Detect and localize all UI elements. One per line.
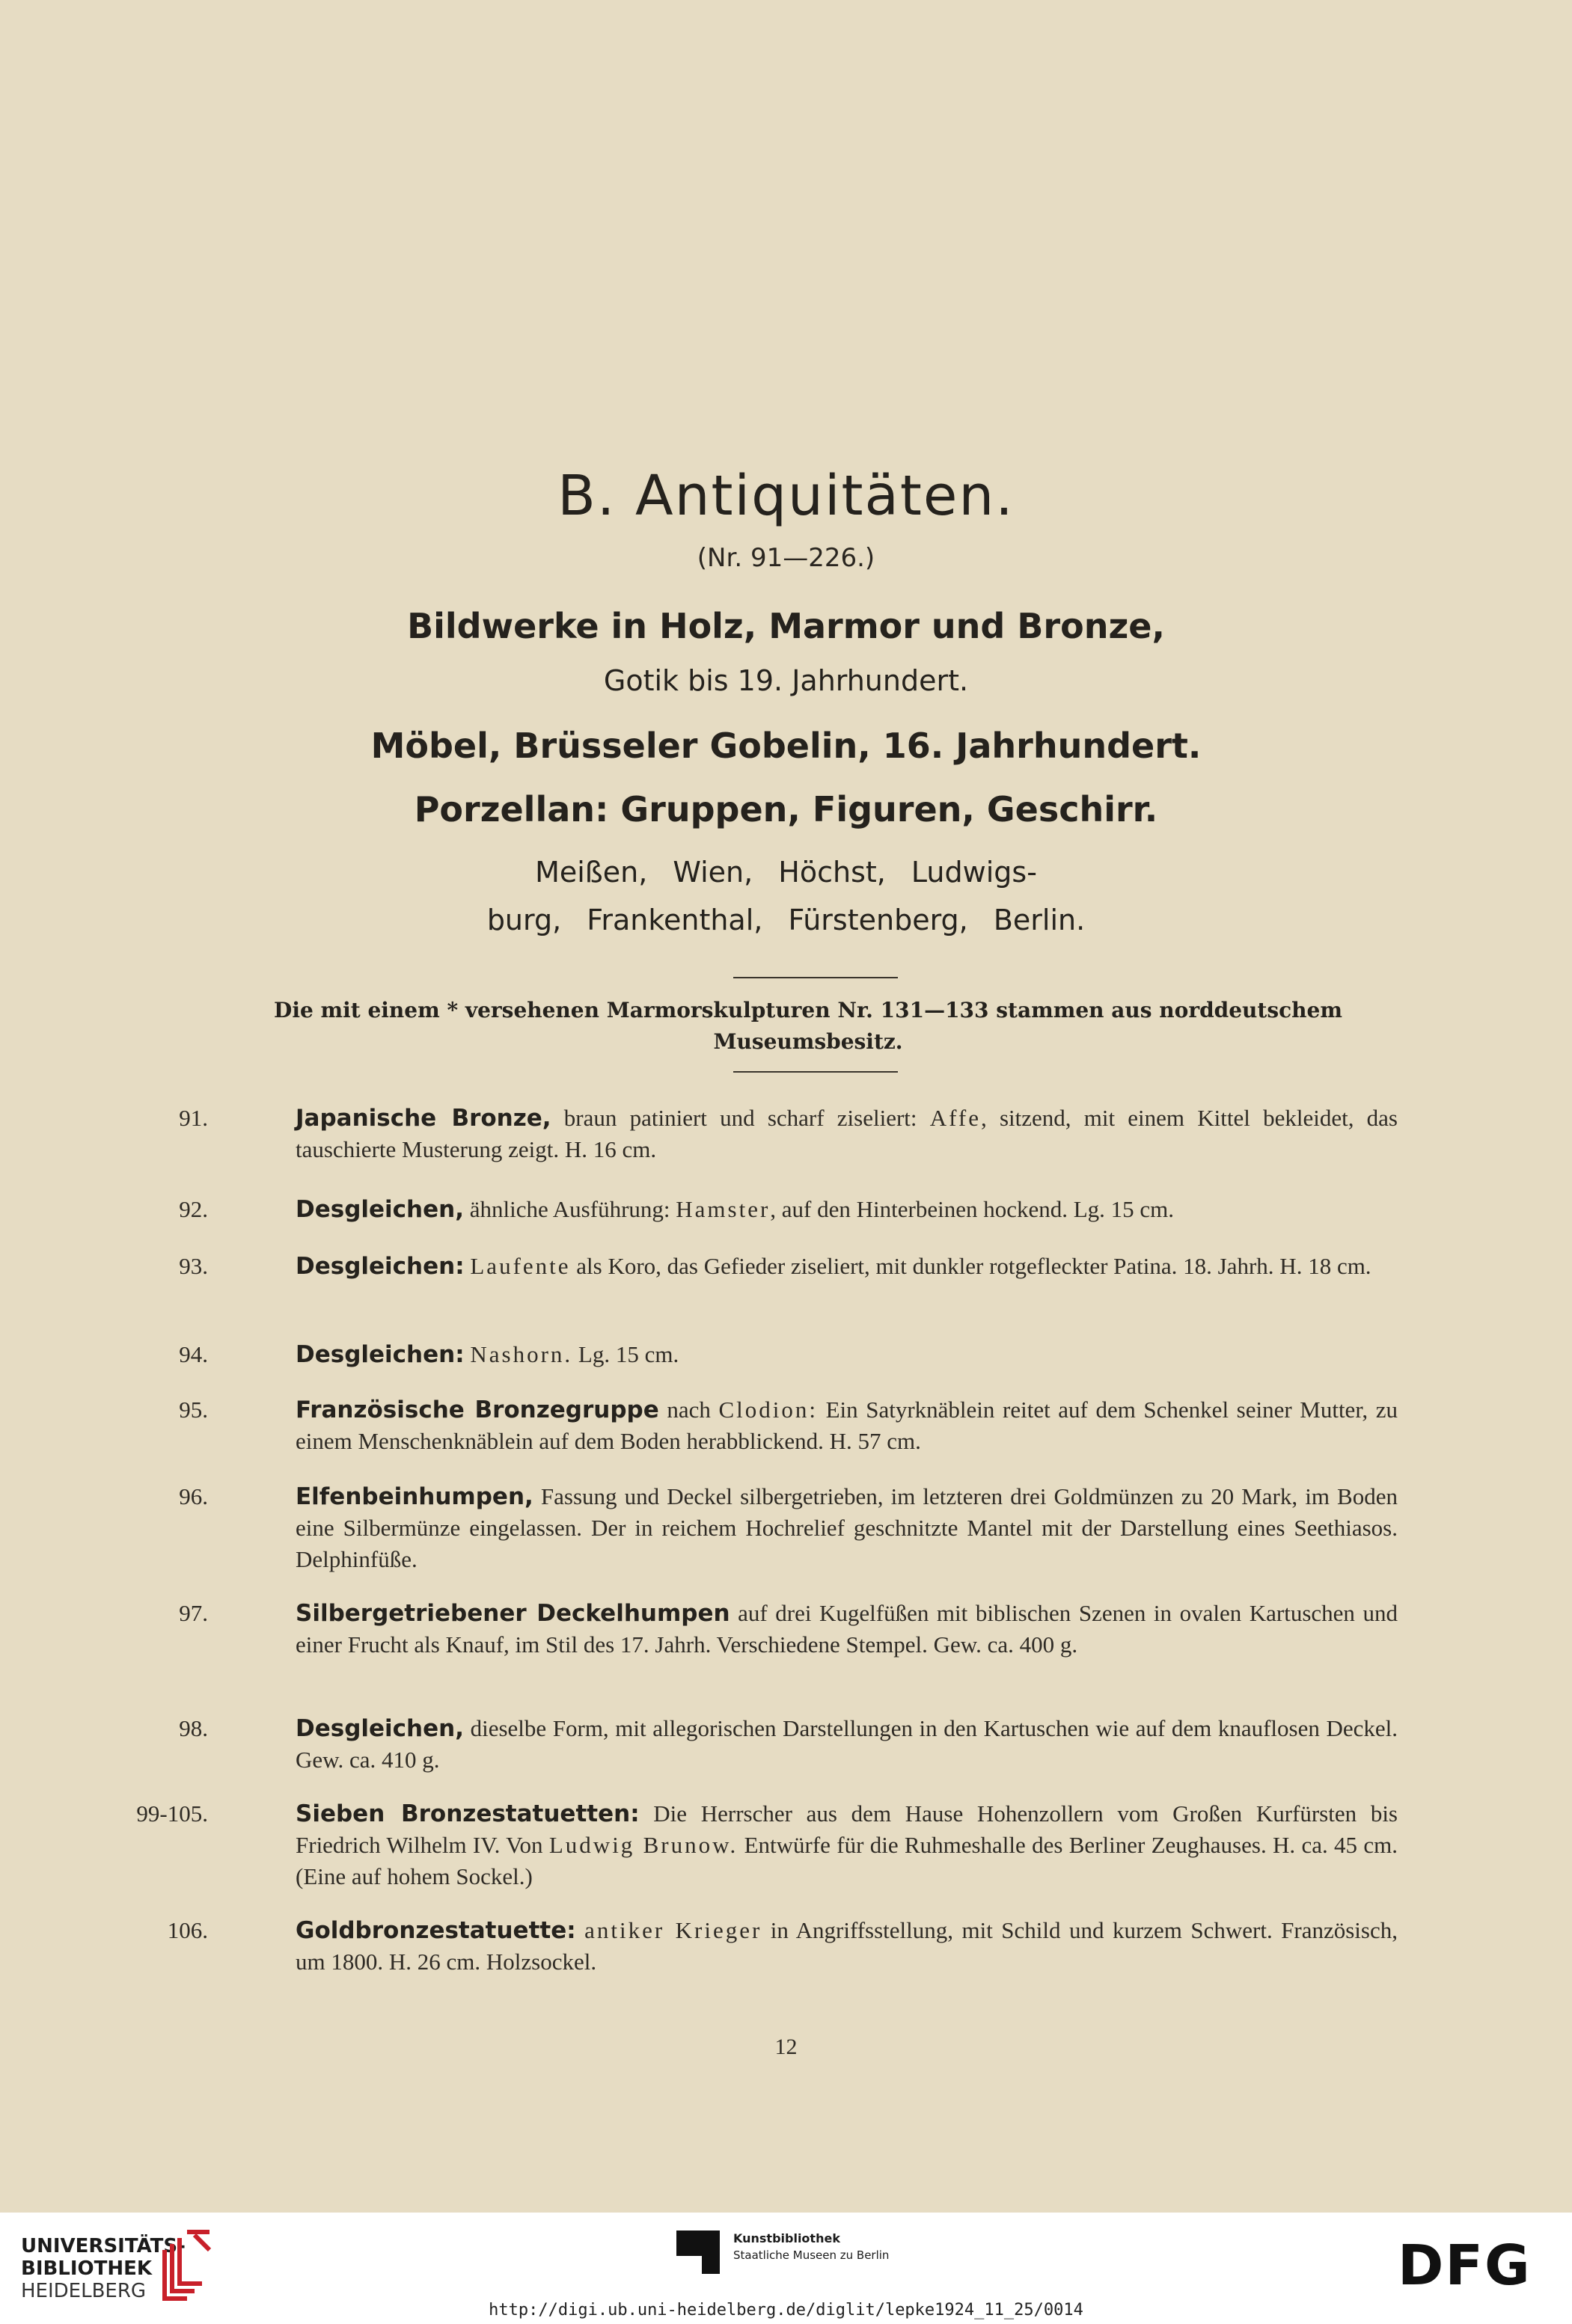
entry-desc-rest: , sitzend, mit einem Kittel bekleidet, das tauschierte Musterung zeigt. H. 16 cm.	[296, 1105, 1398, 1162]
entry-spaced: Clodion:	[718, 1396, 818, 1423]
entry-number: 93.	[179, 1253, 208, 1279]
entry-number: 94.	[179, 1341, 208, 1367]
entry-text	[217, 1251, 1398, 1282]
entry-desc-rest: Ein Satyrknäblein reitet auf dem Schenkel seiner Mutter, zu einem Menschenknäblein auf dem Boden herabblickend. H. 57 cm.	[296, 1396, 1398, 1454]
entry-number: 106.	[167, 1917, 208, 1943]
entry-text	[217, 1798, 1398, 1892]
kb-line-1: Kunstbibliothek	[733, 2231, 840, 2245]
entry-desc: dieselbe Form, mit allegorischen Darstellungen in den Kartuschen wie auf dem knauflosen Deckel. Gew. ca. 410 g.	[296, 1715, 1398, 1773]
kb-line-2: Staatliche Museen zu Berlin	[733, 2248, 890, 2262]
section-title: B. Antiquitäten.	[557, 464, 1015, 528]
entry-spaced: Affe	[929, 1105, 981, 1131]
entry-desc: nach	[658, 1396, 719, 1423]
provenance-note: Die mit einem * versehenen Marmorskulpturen Nr. 131—133 stammen aus norddeutschem Museumsbesitz.	[274, 998, 1342, 1054]
entry-text	[217, 1713, 1398, 1776]
entry-spaced: Ludwig Brunow.	[548, 1832, 738, 1858]
places-line-2: burg, Frankenthal, Fürstenberg, Berlin.	[486, 904, 1086, 936]
entry-number: 99-105.	[136, 1800, 208, 1827]
ub-heidelberg-logo-icon[interactable]	[157, 2228, 217, 2302]
catalog-entry	[136, 1798, 1398, 1892]
entry-desc: ähnliche Ausführung:	[464, 1196, 676, 1222]
kunstbibliothek-wordmark[interactable]	[733, 2231, 889, 2263]
entry-lead: Desgleichen:	[296, 1341, 465, 1368]
section-range: (Nr. 91—226.)	[697, 543, 875, 573]
entry-text	[217, 1339, 1398, 1370]
entry-spaced: Hamster	[676, 1196, 771, 1222]
catalog-entry	[179, 1394, 1398, 1457]
entry-lead: Desgleichen:	[296, 1253, 465, 1280]
entry-spaced: antiker Krieger	[584, 1917, 762, 1943]
entry-desc-rest: Lg. 15 cm.	[572, 1341, 679, 1367]
heading-furniture: Möbel, Brüsseler Gobelin, 16. Jahrhundert.	[370, 726, 1202, 766]
catalog-entry	[179, 1103, 1398, 1165]
catalog-entry	[179, 1481, 1398, 1575]
divider-top	[733, 977, 898, 978]
dfg-logo[interactable]: DFG	[1398, 2233, 1532, 2298]
entry-text	[217, 1194, 1398, 1225]
catalog-entry	[179, 1194, 1398, 1225]
entry-desc: braun patiniert und scharf ziseliert:	[551, 1105, 930, 1131]
places-line-1: Meißen, Wien, Höchst, Ludwigs-	[535, 856, 1037, 889]
catalog-entry	[179, 1598, 1398, 1661]
entry-number: 98.	[179, 1715, 208, 1741]
page-number: 12	[774, 2035, 798, 2059]
kunstbibliothek-logo-icon[interactable]	[672, 2226, 724, 2278]
subheading-period: Gotik bis 19. Jahrhundert.	[603, 664, 969, 697]
heading-sculptures: Bildwerke in Holz, Marmor und Bronze,	[407, 606, 1165, 646]
catalog-entry	[179, 1251, 1398, 1282]
entry-number: 91.	[179, 1105, 208, 1131]
entry-text	[217, 1394, 1398, 1457]
entry-desc: auf drei Kugelfüßen mit biblischen Szenen in ovalen Kartuschen und einer Frucht als Knauf, im Stil des 17. Jahrh. Verschiedene Stempel. Gew. ca. 400 g.	[296, 1600, 1398, 1658]
entry-desc-rest: als Koro, das Gefieder ziseliert, mit dunkler rotgefleckter Patina. 18. Jahrh. H. 18 cm.	[570, 1253, 1371, 1279]
catalog-entry	[167, 1915, 1398, 1978]
entry-desc: Die Herrscher aus dem Hause Hohenzollern vom Großen Kurfürsten bis Friedrich Wilhelm IV. Von	[296, 1800, 1398, 1858]
heading-porcelain: Porzellan: Gruppen, Figuren, Geschirr.	[414, 789, 1158, 830]
entry-desc-rest: Entwürfe für die Ruhmeshalle des Berliner Zeughauses. H. ca. 45 cm. (Eine auf hohem Sockel.)	[296, 1832, 1398, 1889]
entry-desc-rest: , auf den Hinterbeinen hockend. Lg. 15 cm.	[770, 1196, 1175, 1222]
entry-lead: Elfenbeinhumpen,	[296, 1483, 533, 1510]
entry-text	[217, 1481, 1398, 1575]
entry-lead: Silbergetriebener Deckelhumpen	[296, 1600, 730, 1627]
entry-number: 97.	[179, 1600, 208, 1626]
entry-desc-rest: in Angriffsstellung, mit Schild und kurzem Schwert. Französisch, um 1800. H. 26 cm. Holzsockel.	[296, 1917, 1398, 1975]
digitization-footer	[0, 2213, 1572, 2324]
entry-text	[217, 1915, 1398, 1978]
entry-desc	[576, 1917, 584, 1943]
entry-lead: Japanische Bronze,	[296, 1105, 551, 1132]
divider-bottom	[733, 1071, 898, 1073]
ub-line-1: UNIVERSITÄTS-	[21, 2235, 186, 2257]
catalog-entry	[179, 1339, 1398, 1370]
entry-spaced: Laufente	[470, 1253, 571, 1279]
entry-lead: Französische Bronzegruppe	[296, 1396, 659, 1423]
permalink-url[interactable]: http://digi.ub.uni-heidelberg.de/diglit/lepke1924_11_25/0014	[489, 2301, 1083, 2320]
ub-line-2: BIBLIOTHEK	[21, 2257, 153, 2280]
entry-text	[217, 1103, 1398, 1165]
entry-lead: Desgleichen,	[296, 1196, 464, 1223]
entry-number: 96.	[179, 1483, 208, 1509]
entry-number: 92.	[179, 1196, 208, 1222]
entry-text	[217, 1598, 1398, 1661]
catalog-entry	[179, 1713, 1398, 1776]
ub-line-3: HEIDELBERG	[21, 2280, 147, 2302]
entry-lead: Sieben Bronzestatuetten:	[296, 1800, 640, 1827]
entry-number: 95.	[179, 1396, 208, 1423]
entry-lead: Goldbronzestatuette:	[296, 1917, 576, 1944]
entry-spaced: Nashorn.	[470, 1341, 573, 1367]
entry-lead: Desgleichen,	[296, 1715, 464, 1742]
entry-desc: Fassung und Deckel silbergetrieben, im letzteren drei Goldmünzen zu 20 Mark, im Boden eine Silbermünze eingelassen. Der in reichem Hochrelief geschnitzte Mantel mit der Darstellung eines Seethiasos. Delphinfüße.	[296, 1483, 1398, 1572]
